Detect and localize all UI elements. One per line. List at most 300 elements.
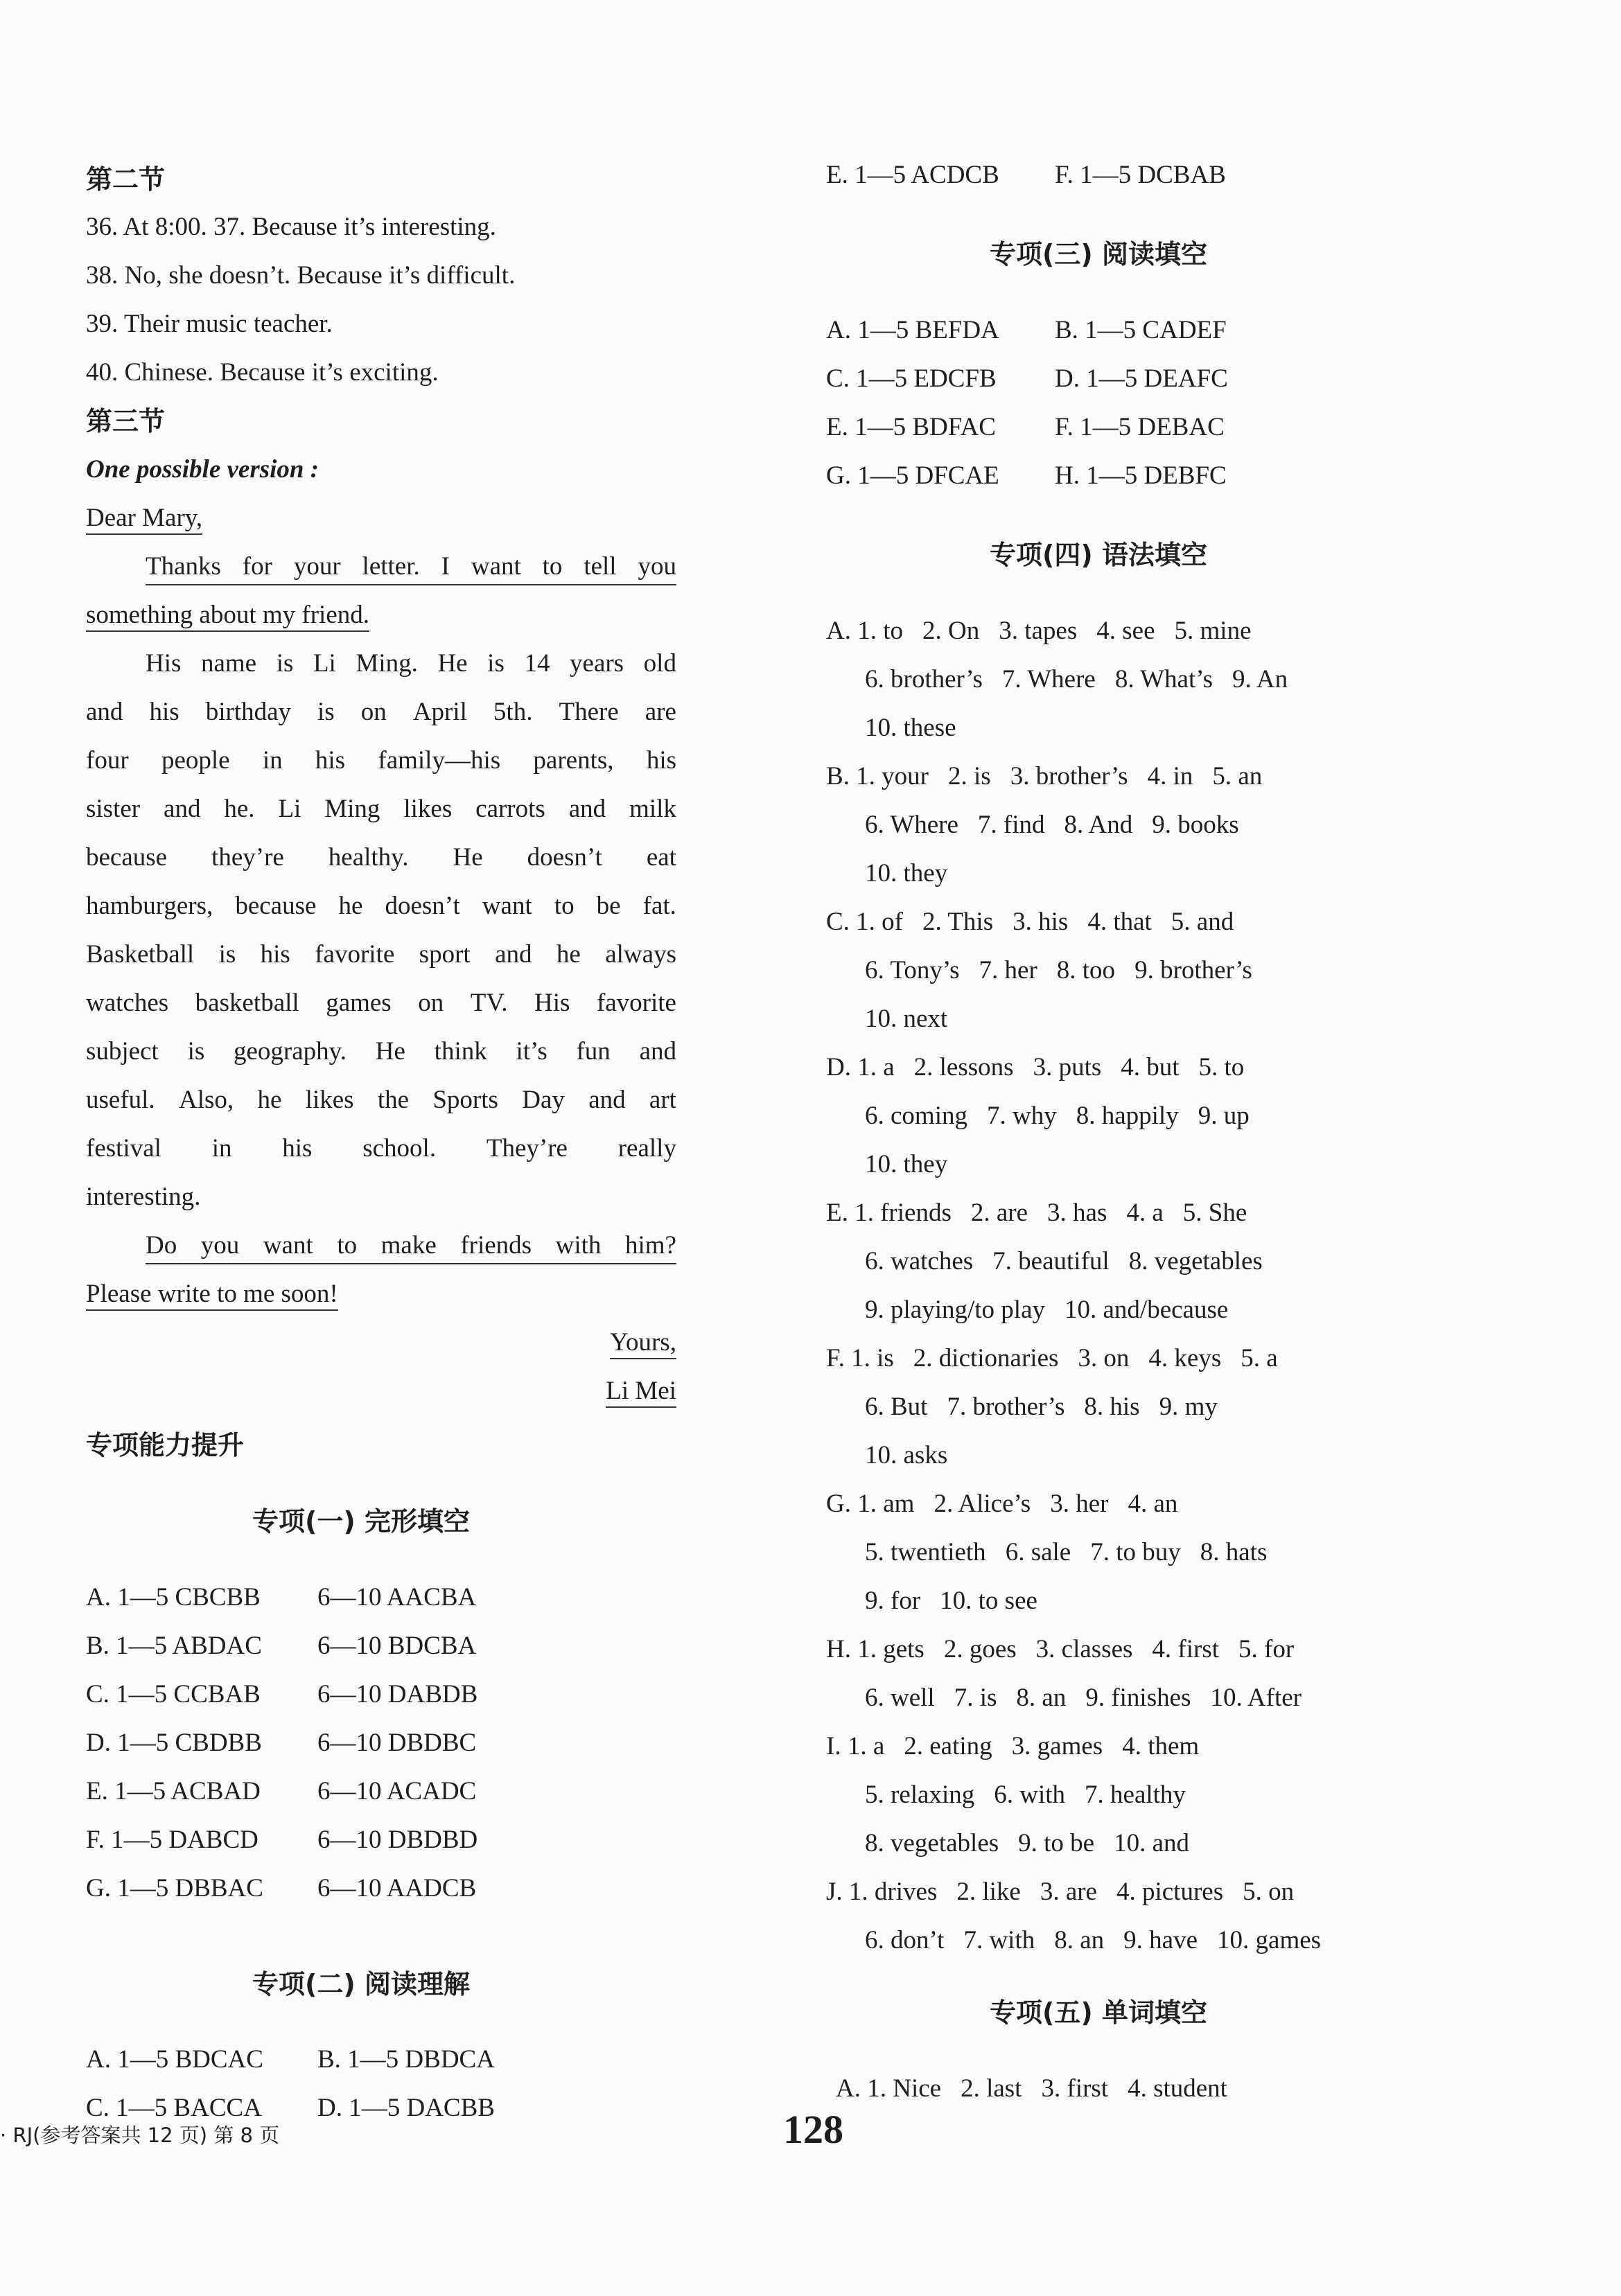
letter-word: His [146,649,182,678]
answer-item: 10. games [1217,1926,1322,1954]
letter-word: years [570,649,624,678]
answer-item: 5. mine [1174,617,1252,645]
letter-opening-line-2 [86,599,369,631]
answer-item: B. 1. your [826,762,929,791]
letter-word: useful. [86,1086,155,1114]
answer-item: 7. with [963,1926,1035,1954]
letter-word: you [200,1231,240,1260]
letter-word: and [164,795,201,823]
answer-item: 3. brother’s [1010,762,1128,791]
answer-item: 10. and/because [1064,1296,1229,1324]
letter-word: want [482,892,532,920]
answer-item: 10. they [865,1150,948,1178]
letter-word: four [86,746,129,775]
answer-cell: C. 1—5 EDCFB [826,364,997,393]
letter-word: want [263,1231,313,1260]
letter-word: to [554,892,575,920]
answer-item: 2. last [961,2074,1022,2103]
grammar-row [865,858,947,890]
letter-word: him? [624,1231,676,1260]
answer-item: 7. why [986,1102,1057,1130]
letter-word: his [149,698,179,726]
answer-item: 8. vegetables [1128,1247,1263,1275]
answer-item: 10. they [865,859,948,888]
grammar-row [865,1391,1218,1423]
letter-word: people [161,746,230,775]
letter-word: subject [86,1037,159,1066]
letter-word: he [338,892,363,920]
letter-word: name [200,649,257,678]
section2-title: 第二节 [86,164,166,195]
letter-word: Ming. [356,649,418,678]
answer-cell: D. 1—5 CBDBB [86,1729,262,1757]
letter-word: Li [313,649,336,678]
letter-word: Ming [324,795,380,823]
letter-word: He [453,843,483,872]
answer-item: 8. And [1064,811,1133,839]
letter-word: because [235,892,317,920]
letter-word: old [643,649,676,678]
answer-row [86,1582,476,1614]
letter-word: 5th. [493,698,533,726]
answer-line: 39. Their music teacher. [86,310,333,338]
letter-word: he [257,1086,282,1114]
answer-item: 6. don’t [865,1926,945,1954]
answer-item: 4. a [1126,1199,1164,1227]
letter-word: his [315,746,346,775]
letter-word: school. [362,1134,437,1163]
letter-word: his [260,940,290,969]
answer-item: 4. keys [1148,1344,1222,1372]
answer-item: 5. on [1243,1878,1295,1906]
answer-row [826,363,1228,395]
answer-item: 5. to [1198,1053,1245,1081]
letter-word: make [380,1231,437,1260]
answer-item: 10. asks [865,1441,948,1469]
answer-row [826,315,1227,346]
letter-word: tell [584,552,617,581]
letter-word: and [495,940,532,969]
letter-word: it’s [516,1037,547,1066]
letter-word: in [211,1134,232,1163]
answer-cell: G. 1—5 DFCAE [826,461,999,490]
letter-greeting [86,502,202,534]
answer-item: 3. on [1078,1344,1130,1372]
answer-item: 2. are [970,1199,1028,1227]
answer-row [826,412,1225,443]
grammar-row [865,712,956,744]
answer-item: 8. vegetables [865,1829,999,1857]
answer-item: 5. relaxing [865,1781,975,1809]
answer-item: A. 1. Nice [836,2074,942,2103]
answer-cell: 6—10 BDCBA [317,1632,477,1660]
letter-word: is [487,649,505,678]
answer-item: 10. and [1114,1829,1190,1857]
grammar-row [826,1731,1199,1763]
answer-item: J. 1. drives [826,1878,938,1906]
grammar-row [865,1294,1228,1326]
letter-word: 14 [524,649,550,678]
answer-item: 6. Tony’s [865,956,960,984]
greeting-text: Dear Mary, [86,504,202,535]
opening-text: something about my friend. [86,601,369,632]
answer-item: C. 1. of [826,908,903,936]
answer-cell: E. 1—5 ACBAD [86,1777,261,1805]
letter-word: be [596,892,621,920]
letter-body-line [86,890,676,922]
letter-body-line [86,793,676,825]
answer-item: 7. beautiful [992,1247,1110,1275]
answer-item: 10. After [1210,1684,1302,1712]
grammar-row [826,1197,1247,1229]
answer-item: D. 1. a [826,1053,895,1081]
answer-item: 2. goes [943,1635,1017,1663]
letter-word: with [555,1231,602,1260]
answer-item: E. 1. friends [826,1199,952,1227]
letter-word: he [556,940,581,969]
answer-item: 4. an [1128,1490,1178,1518]
letter-word: family—his [378,746,501,775]
answer-item: 5. and [1171,908,1234,936]
letter-body-line [86,1084,676,1116]
answer-item: 4. see [1096,617,1155,645]
answer-item: 3. are [1040,1878,1097,1906]
answer-cell: 6—10 DABDB [317,1680,478,1708]
answer-cell: F. 1—5 DEBAC [1055,413,1225,441]
letter-word: are [645,698,676,726]
grammar-row [865,1925,1321,1957]
grammar-row [826,1343,1278,1375]
answer-item: 10. next [865,1005,948,1033]
letter-opening-line [146,551,676,585]
answer-item: 9. to be [1018,1829,1095,1857]
letter-word: for [242,552,272,581]
letter-word: milk [629,795,676,823]
letter-word: birthday [205,698,291,726]
letter-word: the [377,1086,410,1114]
answer-item: 9. my [1159,1393,1218,1421]
answer-row [86,1679,477,1711]
letter-word: is [317,698,335,726]
answer-cell: D. 1—5 DACBB [317,2094,495,2122]
letter-word: Basketball [86,940,195,969]
answer-item: 4. but [1121,1053,1180,1081]
letter-word: His [534,989,570,1017]
answer-item: H. 1. gets [826,1635,925,1663]
fill-title: 专项(三) 阅读填空 [990,239,1207,270]
answer-cell: G. 1—5 DBBAC [86,1874,263,1902]
answer-row [86,1630,476,1662]
grammar-row [826,1876,1294,1908]
grammar-row [865,1682,1302,1714]
cloze-title: 专项(一) 完形填空 [252,1506,470,1537]
answer-cell: B. 1—5 DBDCA [317,2045,495,2074]
grammar-row [865,1100,1250,1132]
answer-item: 2. Alice’s [934,1490,1031,1518]
letter-word: April [412,698,467,726]
possible-version-label: One possible version : [86,455,319,484]
letter-word: Li [278,795,301,823]
letter-word: He [375,1037,405,1066]
answer-item: 9. brother’s [1134,956,1252,984]
answer-item: 5. for [1238,1635,1295,1663]
letter-signoff [610,1327,676,1359]
reading-title: 专项(二) 阅读理解 [252,1969,470,1999]
answer-item: 4. them [1122,1732,1200,1760]
letter-body-line [86,842,676,874]
answer-line: 40. Chinese. Because it’s exciting. [86,358,439,387]
grammar-row [865,1246,1263,1278]
answer-item: 5. a [1241,1344,1278,1372]
answer-item: 6. coming [865,1102,967,1130]
letter-word: geography. [234,1037,347,1066]
answer-item: 3. tapes [999,617,1078,645]
answer-item: 9. have [1123,1926,1198,1954]
answer-row [86,1727,476,1759]
grammar-row [826,1634,1294,1666]
answer-cell: 6—10 ACADC [317,1777,477,1805]
letter-word: doesn’t [385,892,460,920]
answer-item: 2. This [922,908,994,936]
answer-cell: D. 1—5 DEAFC [1055,364,1228,393]
section3-title: 第三节 [86,406,166,436]
letter-word: I [441,552,450,581]
letter-body-line [146,648,676,680]
grammar-row [865,1149,947,1181]
answer-item: 4. student [1128,2074,1227,2103]
answer-item: 6. brother’s [865,665,983,694]
answer-item: G. 1. am [826,1490,915,1518]
signoff-text: Yours, [610,1328,676,1359]
grammar-row [865,664,1288,696]
answer-cell: B. 1—5 CADEF [1055,316,1227,344]
letter-closing-line [146,1230,676,1264]
answer-cell: 6—10 DBDBD [317,1826,478,1854]
letter-word: his [282,1134,313,1163]
letter-word: on [360,698,387,726]
grammar-row [826,906,1234,938]
letter-word: healthy. [328,843,409,872]
letter-word: Also, [178,1086,234,1114]
grammar-row [826,615,1252,647]
letter-word: want [471,552,521,581]
grammar-row [865,1585,1037,1617]
letter-word: Day [522,1086,565,1114]
letter-word: always [605,940,676,969]
letter-word: is [218,940,236,969]
answer-item: 7. to buy [1090,1538,1181,1566]
answer-item: 4. that [1087,908,1152,936]
answer-cell: B. 1—5 ABDAC [86,1632,262,1660]
letter-word: games [326,989,392,1017]
answer-item: 3. has [1047,1199,1107,1227]
answer-item: 7. is [954,1684,997,1712]
answer-item: 6. watches [865,1247,974,1275]
letter-word: They’re [486,1134,568,1163]
letter-word: TV. [470,989,508,1017]
letter-word: Do [146,1231,177,1260]
letter-word: Thanks [146,552,221,581]
letter-body-line [86,1036,676,1068]
letter-word: and [568,795,606,823]
answer-item: 8. happily [1076,1102,1179,1130]
answer-cell: C. 1—5 BACCA [86,2094,262,2122]
reading-continued [826,159,1226,191]
grammar-row [865,809,1239,841]
answer-item: 8. What’s [1114,665,1213,694]
letter-word: likes [305,1086,354,1114]
word-answers [836,2073,1227,2105]
grammar-row [865,1828,1189,1860]
answer-item: 5. She [1182,1199,1247,1227]
answer-cell: F. 1—5 DABCD [86,1826,259,1854]
letter-word: to [337,1231,358,1260]
answer-cell: H. 1—5 DEBFC [1055,461,1227,490]
answer-item: 6. Where [865,811,958,839]
answer-line: 38. No, she doesn’t. Because it’s difficult. [86,261,516,290]
special-title: 专项能力提升 [86,1430,245,1460]
answer-row [86,1873,476,1905]
answer-item: 6. with [994,1781,1066,1809]
answer-item: 9. for [865,1587,921,1615]
letter-word: There [559,698,619,726]
letter-word: favorite [315,940,395,969]
letter-word: he. [224,795,255,823]
letter-word: your [293,552,341,581]
letter-word: parents, [533,746,614,775]
letter-word: festival [86,1134,161,1163]
answer-line: 36. At 8:00. 37. Because it’s interesting. [86,213,496,241]
letter-word: basketball [195,989,299,1017]
answer-row [826,460,1227,492]
answer-cell: A. 1—5 BDCAC [86,2045,263,2074]
letter-word: hamburgers, [86,892,213,920]
letter-word: you [638,552,676,581]
answer-item: 9. up [1198,1102,1250,1130]
answer-item: 2. lessons [913,1053,1014,1081]
letter-word: carrots [475,795,545,823]
grammar-row [826,761,1262,793]
grammar-row [865,1440,947,1472]
answer-item: 6. sale [1005,1538,1071,1566]
answer-item: 10. these [865,714,956,742]
answer-cell: A. 1—5 BEFDA [826,316,999,344]
answer-item: 9. finishes [1085,1684,1191,1712]
answer-item: 3. his [1013,908,1069,936]
answer-item: 9. An [1232,665,1288,694]
answer-cell: A. 1—5 CBCBB [86,1583,261,1611]
answer-item: 3. puts [1033,1053,1102,1081]
grammar-row [826,1488,1177,1520]
letter-word: art [649,1086,676,1114]
letter-word: He [437,649,468,678]
answer-cell: 6—10 AADCB [317,1874,477,1902]
answer-item: 8. an [1016,1684,1067,1712]
answer-item: 3. first [1041,2074,1109,2103]
answer-item: 8. too [1056,956,1116,984]
answer-row [86,1776,476,1808]
letter-body-line [86,696,676,728]
answer-item: 2. like [956,1878,1021,1906]
answer-item: 10. to see [940,1587,1037,1615]
answer-cell: 6—10 DBDBC [317,1729,477,1757]
grammar-row [826,1052,1244,1084]
answer-item: 4. in [1147,762,1193,791]
letter-word: sport [419,940,471,969]
letter-word: to [542,552,563,581]
letter-word: watches [86,989,169,1017]
answer-item: 3. classes [1035,1635,1133,1663]
letter-word: really [617,1134,676,1163]
letter-body-line [86,1133,676,1165]
answer-item: 4. first [1152,1635,1220,1663]
closing-text: Please write to me soon! [86,1280,338,1311]
letter-closing-line-2 [86,1278,338,1310]
answer-item: 8. his [1084,1393,1140,1421]
answer-item: A. 1. to [826,617,903,645]
answer-item: 5. twentieth [865,1538,986,1566]
letter-word: is [187,1037,205,1066]
answer-item: 8. an [1054,1926,1105,1954]
letter-word: on [418,989,444,1017]
answer-row [86,2044,495,2076]
answer-item: 7. her [979,956,1037,984]
answer-item: 3. games [1011,1732,1103,1760]
grammar-row [865,1003,947,1035]
answer-item: 7. Where [1001,665,1096,694]
answer-item: 6. But [865,1393,928,1421]
letter-word: fun [576,1037,611,1066]
grammar-title: 专项(四) 语法填空 [990,540,1207,570]
letter-word: doesn’t [527,843,602,872]
letter-word: Sports [432,1086,498,1114]
answer-item: 7. brother’s [947,1393,1065,1421]
footer-label: · RJ(参考答案共 12 页) 第 8 页 [0,2123,280,2147]
answer-item: 7. find [977,811,1045,839]
answer-item: 7. healthy [1085,1781,1186,1809]
letter-word: fat. [642,892,676,920]
grammar-row [865,1537,1267,1569]
answer-item: I. 1. a [826,1732,885,1760]
letter-word: and [639,1037,676,1066]
answer-cell: 6—10 AACBA [317,1583,477,1611]
letter-word: friends [460,1231,532,1260]
answer-item: 2. is [948,762,991,791]
word-title: 专项(五) 单词填空 [990,1997,1207,2028]
answer-item: 3. her [1050,1490,1109,1518]
answer-cell: F. 1—5 DCBAB [1055,161,1226,189]
grammar-row [865,1779,1186,1811]
answer-item: 2. On [922,617,980,645]
answer-item: 8. hats [1200,1538,1268,1566]
letter-body-last: interesting. [86,1183,201,1211]
letter-word: favorite [596,989,676,1017]
answer-cell: E. 1—5 BDFAC [826,413,996,441]
answer-cell: C. 1—5 CCBAB [86,1680,261,1708]
letter-body-line [86,745,676,777]
answer-item: 6. well [865,1684,935,1712]
letter-body-line [86,987,676,1019]
letter-signature [606,1375,676,1407]
answer-item: 2. dictionaries [913,1344,1059,1372]
page-number: 128 [783,2107,843,2152]
answer-item: 5. an [1212,762,1263,791]
answer-item: 9. playing/to play [865,1296,1045,1324]
answer-cell: E. 1—5 ACDCB [826,161,999,189]
answer-item: 4. pictures [1116,1878,1224,1906]
answer-item: 2. eating [904,1732,992,1760]
letter-word: eat [646,843,676,872]
